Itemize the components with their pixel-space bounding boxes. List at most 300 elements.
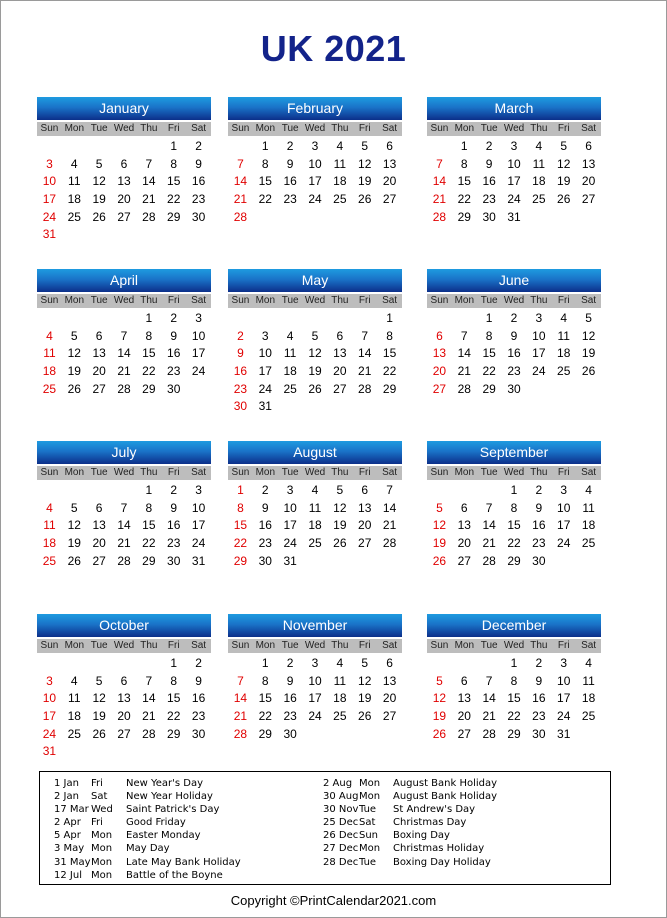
day-cell: 19 xyxy=(67,364,81,379)
day-cell: 13 xyxy=(457,518,471,533)
holiday-weekday: Mon xyxy=(91,869,113,881)
weekday-label: Thu xyxy=(331,640,349,651)
day-cell: 5 xyxy=(585,311,592,325)
day-cell: 19 xyxy=(92,192,106,207)
day-cell: 24 xyxy=(507,192,521,207)
day-cell: 5 xyxy=(560,139,568,153)
day-cell: 20 xyxy=(581,174,596,189)
day-cell: 20 xyxy=(358,518,372,533)
weekday-label: Fri xyxy=(167,640,180,651)
day-cell: 16 xyxy=(233,364,248,379)
holiday-date: 2 Jan xyxy=(54,791,79,803)
empty-cell xyxy=(477,482,502,500)
empty-cell xyxy=(87,482,112,500)
day-cell: 24 xyxy=(191,536,206,551)
empty-cell xyxy=(427,655,452,673)
day-cell: 12 xyxy=(308,346,322,361)
day-cell: 24 xyxy=(557,536,571,551)
day-cell: 25 xyxy=(67,209,81,224)
day-cell: 10 xyxy=(191,328,206,343)
day-grid xyxy=(228,482,402,570)
weekday-label: Sat xyxy=(382,295,398,306)
day-cell: 26 xyxy=(432,726,447,741)
day-cell: 28 xyxy=(382,536,397,551)
day-cell: 6 xyxy=(460,500,468,515)
day-cell: 29 xyxy=(142,381,156,396)
holiday-weekday: Wed xyxy=(91,804,113,816)
day-cell: 27 xyxy=(92,553,106,568)
holiday-row xyxy=(54,803,324,816)
holiday-row xyxy=(323,816,603,829)
day-cell: 12 xyxy=(581,328,596,343)
weekday-header xyxy=(37,639,211,653)
holiday-weekday: Tue xyxy=(359,804,377,816)
weekday-label: Sat xyxy=(382,640,398,651)
holiday-row xyxy=(54,829,324,842)
day-cell: 8 xyxy=(510,673,518,688)
empty-cell xyxy=(37,655,62,673)
month-august xyxy=(228,441,402,570)
empty-cell xyxy=(62,655,87,673)
day-cell: 2 xyxy=(535,656,543,670)
day-cell: 16 xyxy=(507,346,521,361)
day-cell: 30 xyxy=(532,553,546,568)
day-cell: 31 xyxy=(42,744,57,759)
day-cell: 18 xyxy=(67,192,81,207)
empty-cell xyxy=(278,310,303,328)
day-cell: 30 xyxy=(233,399,248,414)
day-cell: 27 xyxy=(117,209,131,224)
day-cell: 7 xyxy=(485,500,493,515)
day-cell: 6 xyxy=(386,139,393,153)
empty-cell xyxy=(327,310,352,328)
weekday-label: Sat xyxy=(581,123,597,134)
day-cell: 24 xyxy=(191,364,206,379)
day-cell: 27 xyxy=(92,381,106,396)
day-cell: 20 xyxy=(457,536,471,551)
holiday-date: 27 Dec xyxy=(323,843,359,855)
weekday-label: Thu xyxy=(331,123,349,134)
holiday-row xyxy=(54,842,324,855)
day-cell: 30 xyxy=(167,553,181,568)
month-title: February xyxy=(228,97,402,120)
day-cell: 14 xyxy=(432,174,447,189)
day-cell: 25 xyxy=(581,536,596,551)
day-cell: 17 xyxy=(258,364,272,379)
weekday-label: Sun xyxy=(430,295,449,306)
day-cell: 28 xyxy=(117,553,131,568)
day-cell: 25 xyxy=(42,381,57,396)
day-cell: 20 xyxy=(333,364,347,379)
day-cell: 16 xyxy=(191,691,206,706)
holiday-row xyxy=(54,856,324,869)
weekday-label: Wed xyxy=(304,295,326,306)
holiday-row xyxy=(323,803,603,816)
day-cell: 1 xyxy=(170,139,178,153)
holiday-name: May Day xyxy=(126,843,170,855)
month-july xyxy=(37,441,211,570)
day-cell: 19 xyxy=(308,364,322,379)
weekday-label: Tue xyxy=(281,123,299,134)
weekday-label: Tue xyxy=(480,123,498,134)
day-cell: 4 xyxy=(336,139,344,153)
weekday-header xyxy=(37,122,211,136)
day-cell: 5 xyxy=(336,483,344,497)
weekday-label: Fri xyxy=(358,123,371,134)
day-grid xyxy=(37,482,211,570)
day-cell: 14 xyxy=(233,174,248,189)
day-cell: 1 xyxy=(485,311,493,325)
day-cell: 17 xyxy=(283,518,297,533)
day-cell: 15 xyxy=(167,174,181,189)
holiday-date: 30 Aug xyxy=(323,791,359,803)
day-cell: 14 xyxy=(358,346,372,361)
day-cell: 11 xyxy=(68,174,81,189)
day-cell: 7 xyxy=(386,483,393,497)
day-cell: 22 xyxy=(507,536,521,551)
weekday-label: Sat xyxy=(581,640,597,651)
day-cell: 9 xyxy=(195,156,202,171)
day-cell: 23 xyxy=(258,536,272,551)
day-cell: 30 xyxy=(532,726,546,741)
day-cell: 30 xyxy=(482,209,496,224)
day-cell: 1 xyxy=(237,483,244,497)
day-cell: 14 xyxy=(233,691,248,706)
weekday-label: Mon xyxy=(64,295,85,306)
day-cell: 4 xyxy=(311,483,319,497)
empty-cell xyxy=(228,655,253,673)
day-cell: 21 xyxy=(142,192,156,207)
day-cell: 3 xyxy=(560,483,568,497)
day-cell: 25 xyxy=(557,364,571,379)
copyright-text: Copyright ©PrintCalendar2021.com xyxy=(230,893,437,908)
weekday-label: Wed xyxy=(503,467,525,478)
holiday-date: 1 Jan xyxy=(54,778,79,789)
day-cell: 7 xyxy=(485,673,493,688)
month-title: September xyxy=(427,441,601,464)
weekday-label: Thu xyxy=(331,295,349,306)
day-cell: 14 xyxy=(482,518,496,533)
weekday-label: Wed xyxy=(113,467,135,478)
day-cell: 29 xyxy=(142,553,156,568)
day-cell: 20 xyxy=(92,364,106,379)
holiday-row xyxy=(54,816,324,829)
day-cell: 5 xyxy=(70,500,78,515)
month-november xyxy=(228,614,402,743)
empty-cell xyxy=(427,482,452,500)
day-cell: 27 xyxy=(432,381,447,396)
holiday-row xyxy=(54,869,324,882)
day-cell: 16 xyxy=(283,174,297,189)
day-cell: 15 xyxy=(142,346,156,361)
day-cell: 16 xyxy=(532,518,546,533)
weekday-label: Fri xyxy=(358,640,371,651)
day-cell: 23 xyxy=(283,709,297,724)
empty-cell xyxy=(37,310,62,328)
day-cell: 28 xyxy=(142,726,156,741)
weekday-label: Tue xyxy=(90,123,108,134)
day-cell: 9 xyxy=(510,328,518,343)
day-cell: 28 xyxy=(482,553,496,568)
holiday-date: 12 Jul xyxy=(54,869,82,881)
day-cell: 6 xyxy=(120,673,128,688)
day-cell: 18 xyxy=(67,709,81,724)
holiday-date: 31 May xyxy=(54,856,91,868)
day-cell: 31 xyxy=(258,399,272,414)
holiday-row xyxy=(323,790,603,803)
empty-cell xyxy=(452,482,477,500)
weekday-label: Wed xyxy=(113,123,135,134)
day-cell: 28 xyxy=(432,209,447,224)
day-cell: 3 xyxy=(261,328,269,343)
day-cell: 31 xyxy=(507,209,521,224)
day-cell: 26 xyxy=(92,209,106,224)
day-cell: 3 xyxy=(535,311,543,325)
holiday-row xyxy=(54,790,324,803)
weekday-label: Sun xyxy=(231,467,250,478)
day-cell: 9 xyxy=(485,156,493,171)
weekday-label: Mon xyxy=(454,640,475,651)
weekday-label: Mon xyxy=(255,467,276,478)
day-grid xyxy=(427,655,601,743)
day-cell: 3 xyxy=(46,673,53,688)
day-cell: 9 xyxy=(286,673,294,688)
holiday-date: 17 Mar xyxy=(54,804,89,816)
day-cell: 3 xyxy=(311,139,319,153)
day-grid xyxy=(228,655,402,743)
day-cell: 20 xyxy=(382,174,397,189)
weekday-label: Mon xyxy=(454,295,475,306)
day-cell: 17 xyxy=(191,518,206,533)
weekday-label: Mon xyxy=(255,123,276,134)
day-cell: 17 xyxy=(507,174,521,189)
weekday-label: Sun xyxy=(40,295,59,306)
day-cell: 22 xyxy=(482,364,496,379)
weekday-label: Tue xyxy=(480,295,498,306)
empty-cell xyxy=(452,655,477,673)
page-title: UK 2021 xyxy=(260,28,407,69)
empty-cell xyxy=(452,310,477,328)
day-cell: 12 xyxy=(333,500,347,515)
holiday-weekday: Mon xyxy=(359,843,381,855)
day-cell: 6 xyxy=(361,483,369,497)
day-cell: 1 xyxy=(145,483,153,497)
day-cell: 29 xyxy=(482,381,496,396)
day-cell: 22 xyxy=(507,709,521,724)
day-cell: 11 xyxy=(333,673,347,688)
day-cell: 15 xyxy=(457,174,471,189)
weekday-label: Tue xyxy=(90,295,108,306)
holiday-date: 30 Nov xyxy=(323,804,359,816)
day-cell: 5 xyxy=(70,328,78,343)
day-cell: 21 xyxy=(382,518,397,533)
day-cell: 13 xyxy=(117,174,131,189)
weekday-label: Thu xyxy=(530,640,548,651)
day-cell: 19 xyxy=(581,346,596,361)
day-cell: 4 xyxy=(336,656,344,670)
month-title: April xyxy=(37,269,211,292)
day-grid xyxy=(427,482,601,570)
day-cell: 19 xyxy=(432,536,447,551)
day-cell: 8 xyxy=(261,156,269,171)
day-cell: 4 xyxy=(46,328,53,343)
day-cell: 29 xyxy=(167,209,181,224)
weekday-label: Mon xyxy=(255,640,276,651)
weekday-label: Sat xyxy=(581,295,597,306)
weekday-label: Wed xyxy=(113,295,135,306)
day-cell: 23 xyxy=(233,381,248,396)
day-cell: 1 xyxy=(460,139,468,153)
day-cell: 21 xyxy=(457,364,471,379)
day-cell: 22 xyxy=(167,709,181,724)
empty-cell xyxy=(427,138,452,156)
day-cell: 9 xyxy=(170,500,178,515)
day-cell: 14 xyxy=(142,174,156,189)
day-cell: 19 xyxy=(358,174,372,189)
day-cell: 30 xyxy=(507,381,521,396)
day-cell: 30 xyxy=(191,726,206,741)
holiday-weekday: Mon xyxy=(91,843,113,855)
day-cell: 3 xyxy=(560,656,568,670)
holiday-list xyxy=(39,771,611,885)
month-title: December xyxy=(427,614,601,637)
month-title: March xyxy=(427,97,601,120)
holiday-row xyxy=(323,777,603,790)
day-cell: 2 xyxy=(237,328,244,343)
day-cell: 29 xyxy=(167,726,181,741)
holiday-weekday: Fri xyxy=(91,817,103,829)
holiday-row xyxy=(323,829,603,842)
weekday-label: Mon xyxy=(64,467,85,478)
day-cell: 13 xyxy=(117,691,131,706)
day-cell: 13 xyxy=(92,518,106,533)
day-cell: 20 xyxy=(92,536,106,551)
day-cell: 2 xyxy=(195,139,202,153)
day-cell: 11 xyxy=(68,691,81,706)
weekday-label: Sat xyxy=(191,467,207,478)
day-cell: 27 xyxy=(457,553,471,568)
holiday-weekday: Sat xyxy=(91,791,108,803)
weekday-label: Mon xyxy=(454,123,475,134)
month-january xyxy=(37,97,211,244)
month-march xyxy=(427,97,601,226)
day-cell: 10 xyxy=(557,500,571,515)
day-cell: 22 xyxy=(233,536,248,551)
day-cell: 16 xyxy=(167,346,181,361)
weekday-label: Thu xyxy=(530,467,548,478)
weekday-header xyxy=(37,466,211,480)
weekday-label: Wed xyxy=(113,640,135,651)
day-cell: 4 xyxy=(70,673,78,688)
holiday-name: Late May Bank Holiday xyxy=(126,856,241,868)
day-cell: 1 xyxy=(386,311,393,325)
day-cell: 18 xyxy=(581,691,596,706)
day-cell: 15 xyxy=(258,174,272,189)
weekday-label: Sat xyxy=(382,467,398,478)
weekday-label: Sun xyxy=(430,467,449,478)
empty-cell xyxy=(37,482,62,500)
day-cell: 20 xyxy=(432,364,447,379)
day-cell: 12 xyxy=(557,156,571,171)
day-cell: 7 xyxy=(361,328,369,343)
day-cell: 22 xyxy=(457,192,471,207)
day-cell: 5 xyxy=(436,500,443,515)
empty-cell xyxy=(87,310,112,328)
holiday-row xyxy=(54,777,324,790)
day-cell: 4 xyxy=(70,156,78,171)
day-cell: 27 xyxy=(581,192,596,207)
day-cell: 14 xyxy=(457,346,471,361)
day-cell: 9 xyxy=(286,156,294,171)
day-cell: 2 xyxy=(170,311,178,325)
day-cell: 4 xyxy=(535,139,543,153)
weekday-label: Fri xyxy=(358,467,371,478)
day-cell: 18 xyxy=(532,174,546,189)
day-cell: 2 xyxy=(195,656,202,670)
day-cell: 3 xyxy=(311,656,319,670)
day-cell: 10 xyxy=(42,174,57,189)
day-cell: 26 xyxy=(92,726,106,741)
weekday-label: Fri xyxy=(167,467,180,478)
day-cell: 31 xyxy=(42,227,57,242)
day-cell: 6 xyxy=(336,328,344,343)
day-cell: 20 xyxy=(117,192,131,207)
day-cell: 21 xyxy=(482,536,496,551)
weekday-label: Sun xyxy=(430,123,449,134)
day-cell: 11 xyxy=(283,346,297,361)
weekday-label: Tue xyxy=(90,467,108,478)
day-cell: 23 xyxy=(167,364,181,379)
month-april xyxy=(37,269,211,398)
empty-cell xyxy=(112,310,137,328)
day-cell: 26 xyxy=(358,192,372,207)
day-cell: 31 xyxy=(283,553,297,568)
empty-cell xyxy=(427,310,452,328)
day-cell: 12 xyxy=(67,518,81,533)
weekday-label: Thu xyxy=(331,467,349,478)
weekday-label: Wed xyxy=(304,123,326,134)
day-cell: 19 xyxy=(67,536,81,551)
day-cell: 17 xyxy=(42,192,57,207)
day-cell: 25 xyxy=(333,709,347,724)
day-cell: 15 xyxy=(258,691,272,706)
weekday-label: Thu xyxy=(140,295,158,306)
day-cell: 18 xyxy=(42,536,57,551)
weekday-label: Mon xyxy=(64,640,85,651)
day-cell: 18 xyxy=(308,518,322,533)
day-cell: 7 xyxy=(436,156,443,171)
day-cell: 11 xyxy=(308,500,322,515)
weekday-label: Mon xyxy=(64,123,85,134)
weekday-header xyxy=(37,294,211,308)
day-cell: 26 xyxy=(67,381,81,396)
day-cell: 8 xyxy=(237,500,244,515)
weekday-label: Sun xyxy=(231,123,250,134)
weekday-label: Sun xyxy=(430,640,449,651)
weekday-label: Tue xyxy=(281,295,299,306)
day-cell: 1 xyxy=(510,656,518,670)
day-cell: 4 xyxy=(585,483,592,497)
day-cell: 20 xyxy=(117,709,131,724)
day-cell: 4 xyxy=(286,328,294,343)
month-june xyxy=(427,269,601,398)
day-cell: 21 xyxy=(142,709,156,724)
day-cell: 21 xyxy=(117,364,131,379)
holiday-name: Battle of the Boyne xyxy=(126,869,223,881)
weekday-header xyxy=(228,639,402,653)
day-cell: 2 xyxy=(535,483,543,497)
day-grid xyxy=(228,310,402,416)
